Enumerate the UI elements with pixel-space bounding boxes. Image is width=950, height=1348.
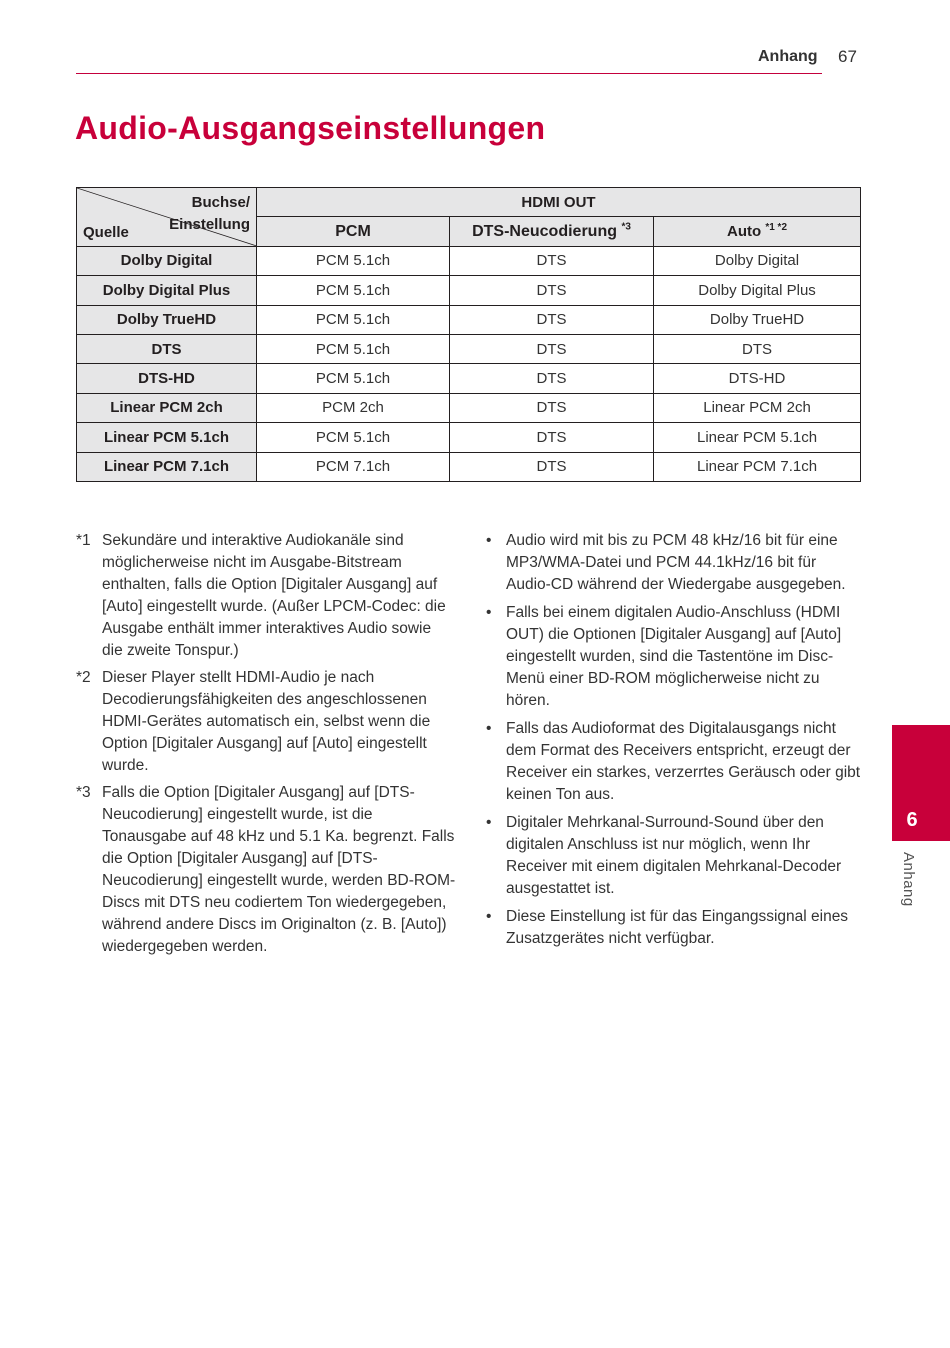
row-header-source: Dolby Digital <box>77 246 257 275</box>
row-header-source: DTS <box>77 334 257 363</box>
cell-auto: Linear PCM 5.1ch <box>654 423 861 452</box>
column-header-auto: Auto $^{*1 *2}$ <box>654 217 861 246</box>
cell-dts: DTS <box>450 423 654 452</box>
list-item <box>484 602 864 712</box>
footnotes-column <box>76 530 456 963</box>
row-header-source: Dolby Digital Plus <box>77 276 257 305</box>
cell-auto: DTS-HD <box>654 364 861 393</box>
cell-pcm: PCM 2ch <box>257 393 450 422</box>
list-item <box>484 530 864 596</box>
footnote-text: Falls die Option [Digitaler Ausgang] auf [DTS-Neucodierung] eingestellt wurde, ist die Tonausgabe auf 48 kHz und 5.1 Ka. begrenzt. Falls die Option [Digitaler Ausgang] auf [DTS-Neucodierung] eingestellt wurde, werden BD-ROM-Discs mit DTS neu codiertem Ton wiedergegeben, während andere Discs im Originalton (z. B. [Auto]) wiedergegeben werden. <box>102 784 456 955</box>
table-corner-cell <box>77 188 257 247</box>
bullet-icon: • <box>486 814 492 831</box>
bullet-icon: • <box>486 908 492 925</box>
bullet-icon: • <box>486 720 492 737</box>
corner-label-jack: Buchse/ <box>191 194 250 211</box>
cell-pcm: PCM 7.1ch <box>257 452 450 481</box>
table-row <box>77 452 861 481</box>
cell-auto: Linear PCM 7.1ch <box>654 452 861 481</box>
table-row <box>77 276 861 305</box>
list-item <box>484 812 864 900</box>
bullet-icon: • <box>486 532 492 549</box>
footnote-text: Dieser Player stellt HDMI-Audio je nach Decodierungsfähigkeiten des angeschlossenen HDMI-Gerätes automatisch ein, selbst wenn die Option [Digitaler Ausgang] auf [Auto] eingestellt wurde. <box>102 669 431 774</box>
footnote <box>76 530 456 662</box>
list-item <box>484 906 864 950</box>
cell-pcm: PCM 5.1ch <box>257 276 450 305</box>
group-header-hdmi-out: HDMI OUT <box>257 188 861 217</box>
chapter-label: Anhang <box>900 852 917 907</box>
list-item-text: Diese Einstellung ist für das Eingangssignal eines Zusatzgerätes nicht verfügbar. <box>506 908 849 947</box>
row-header-source: Dolby TrueHD <box>77 305 257 334</box>
cell-pcm: PCM 5.1ch <box>257 423 450 452</box>
header-divider <box>76 73 822 74</box>
list-item-text: Audio wird mit bis zu PCM 48 kHz/16 bit für eine MP3/WMA-Datei und PCM 44.1kHz/16 bit für Audio-CD während der Wiedergabe ausgegeben. <box>506 532 846 593</box>
row-header-source: Linear PCM 5.1ch <box>77 423 257 452</box>
footnote-ref: *3 <box>621 221 631 233</box>
footnote-mark: *1 <box>76 532 91 549</box>
footnote <box>76 667 456 777</box>
footnote-mark: *2 <box>76 669 91 686</box>
list-item <box>484 718 864 806</box>
row-header-source: Linear PCM 7.1ch <box>77 452 257 481</box>
cell-auto: Linear PCM 2ch <box>654 393 861 422</box>
bullet-icon: • <box>486 604 492 621</box>
cell-dts: DTS <box>450 364 654 393</box>
table-row <box>77 246 861 275</box>
cell-auto: Dolby Digital <box>654 246 861 275</box>
row-header-source: DTS-HD <box>77 364 257 393</box>
cell-pcm: PCM 5.1ch <box>257 305 450 334</box>
list-item-text: Falls bei einem digitalen Audio-Anschluss (HDMI OUT) die Optionen [Digitaler Ausgang] auf [Auto] eingestellt wurden, sind die Tastentöne im Disc-Menü einer BD-ROM möglicherweise nicht zu hören. <box>506 604 842 709</box>
footnote <box>76 782 456 958</box>
table-row <box>77 393 861 422</box>
cell-pcm: PCM 5.1ch <box>257 246 450 275</box>
list-item-text: Falls das Audioformat des Digitalausgangs nicht dem Format des Receivers entspricht, erzeugt der Receiver ein starkes, verzerrtes Geräusch oder gibt keinen Ton aus. <box>506 720 861 803</box>
footnote-mark: *3 <box>76 784 91 801</box>
chapter-number: 6 <box>906 809 918 831</box>
cell-auto: Dolby Digital Plus <box>654 276 861 305</box>
notes-bullet-list <box>484 530 864 956</box>
cell-pcm: PCM 5.1ch <box>257 334 450 363</box>
corner-label-source: Quelle <box>83 223 129 241</box>
chapter-tab <box>892 725 950 841</box>
table-row <box>77 364 861 393</box>
page-title: Audio-Ausgangseinstellungen <box>75 110 546 146</box>
cell-auto: Dolby TrueHD <box>654 305 861 334</box>
running-header-section: Anhang <box>758 48 818 65</box>
footnote-ref: *1 *2 <box>765 222 788 234</box>
cell-dts: DTS <box>450 334 654 363</box>
column-header-dts-reencode: DTS-Neucodierung $^{*3}$ <box>450 217 654 246</box>
table-row <box>77 423 861 452</box>
cell-dts: DTS <box>450 393 654 422</box>
cell-dts: DTS <box>450 246 654 275</box>
table-row <box>77 334 861 363</box>
footnote-text: Sekundäre und interaktive Audiokanäle sind möglicherweise nicht im Ausgabe-Bitstream enthalten, falls die Option [Digitaler Ausgang] auf [Auto] eingestellt wurde. (Außer LPCM-Codec: die Ausgabe enthält immer interaktives Audio sowie die zweite Tonspur.) <box>102 532 446 659</box>
cell-dts: DTS <box>450 305 654 334</box>
corner-label-setting: Einstellung <box>169 216 250 233</box>
list-item-text: Digitaler Mehrkanal-Surround-Sound über den digitalen Anschluss ist nur möglich, wenn Ihr Receiver mit einem digitalen Mehrkanal-Decoder ausgestattet ist. <box>506 814 842 897</box>
table-row <box>77 305 861 334</box>
audio-output-table <box>76 187 861 482</box>
cell-dts: DTS <box>450 452 654 481</box>
cell-pcm: PCM 5.1ch <box>257 364 450 393</box>
column-header-pcm: PCM <box>257 217 450 246</box>
row-header-source: Linear PCM 2ch <box>77 393 257 422</box>
cell-auto: DTS <box>654 334 861 363</box>
cell-dts: DTS <box>450 276 654 305</box>
page-number: 67 <box>838 47 857 66</box>
